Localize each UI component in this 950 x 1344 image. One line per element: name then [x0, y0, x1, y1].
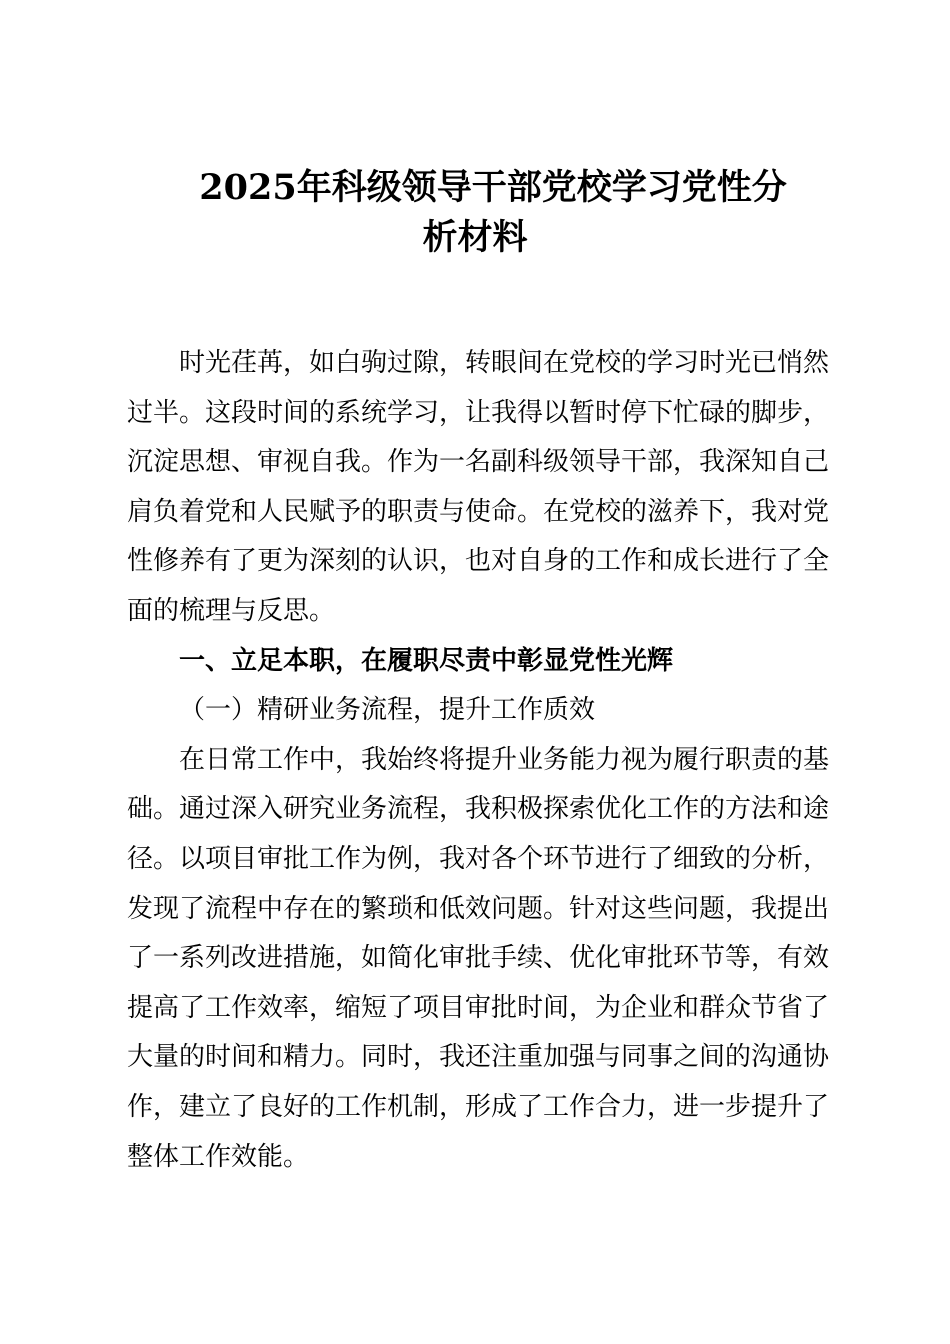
text-line: 肩负着党和人民赋予的职责与使命。在党校的滋养下，我对党: [127, 496, 830, 527]
text-line: 面的梳理与反思。: [127, 595, 336, 626]
text-line: 时光荏苒，如白驹过隙，转眼间在党校的学习时光已悄然: [179, 348, 830, 378]
text-line: 过半。这段时间的系统学习，让我得以暂时停下忙碌的脚步，: [127, 397, 830, 428]
document-title-line-1: 2025年科级领导干部党校学习党性分: [199, 167, 787, 208]
text-line: 在日常工作中，我始终将提升业务能力视为履行职责的基: [179, 744, 830, 775]
section-heading: 一、立足本职，在履职尽责中彰显党性光辉: [179, 645, 674, 676]
subsection-heading: （一）精研业务流程，提升工作质效: [179, 695, 596, 726]
intro-paragraph: [127, 339, 830, 1182]
text-line: 性修养有了更为深刻的认识，也对自身的工作和成长进行了全: [127, 546, 830, 577]
text-line: 径。以项目审批工作为例，我对各个环节进行了细致的分析，: [127, 843, 830, 874]
document-title-line-2: 析材料: [422, 217, 528, 258]
text-line: 了一系列改进措施，如简化审批手续、优化审批环节等，有效: [127, 943, 830, 974]
text-line: 础。通过深入研究业务流程，我积极探索优化工作的方法和途: [127, 794, 830, 825]
text-line: 整体工作效能。: [127, 1141, 310, 1172]
text-line: 作，建立了良好的工作机制，形成了工作合力，进一步提升了: [127, 1091, 830, 1122]
text-line: 沉淀思想、审视自我。作为一名副科级领导干部，我深知自己: [127, 447, 830, 478]
text-line: 发现了流程中存在的繁琐和低效问题。针对这些问题，我提出: [127, 893, 830, 924]
text-line: 提高了工作效率，缩短了项目审批时间，为企业和群众节省了: [127, 992, 830, 1023]
text-line: 大量的时间和精力。同时，我还注重加强与同事之间的沟通协: [127, 1042, 830, 1073]
